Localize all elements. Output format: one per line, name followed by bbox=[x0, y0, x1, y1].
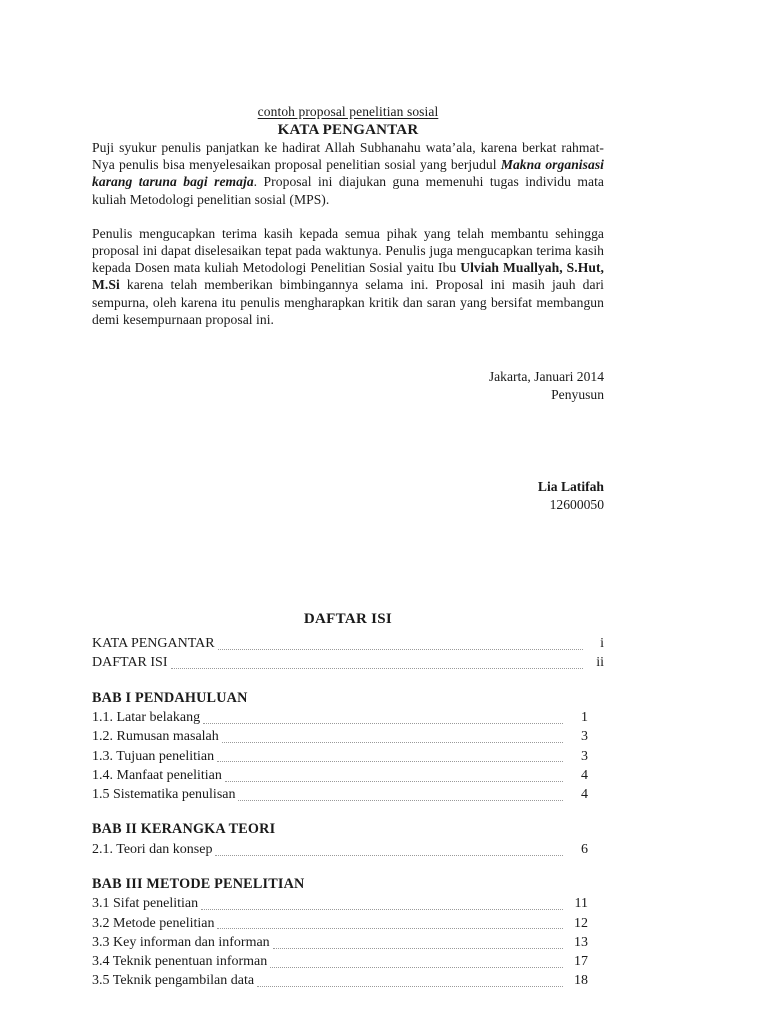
toc-dot-leader bbox=[217, 761, 563, 762]
toc-dot-leader bbox=[225, 781, 563, 782]
toc-entry-label: 3.1 Sifat penelitian bbox=[92, 896, 199, 912]
toc-entry[interactable] bbox=[92, 747, 604, 766]
toc-entry[interactable] bbox=[92, 653, 604, 672]
toc-spacer bbox=[92, 859, 604, 875]
signature-author-name: Lia Latifah bbox=[537, 479, 604, 495]
toc-dot-leader bbox=[257, 986, 563, 987]
signature-place-date: Jakarta, Januari 2014 bbox=[488, 369, 604, 385]
toc-dot-leader bbox=[222, 742, 563, 743]
toc-entry-label: 1.2. Rumusan masalah bbox=[92, 729, 219, 745]
toc-dot-leader bbox=[238, 800, 563, 801]
toc-entry[interactable] bbox=[92, 952, 604, 971]
toc-entry-page: 3 bbox=[581, 748, 588, 764]
signature-block bbox=[92, 368, 604, 404]
toc-entry[interactable] bbox=[92, 766, 604, 785]
document-content bbox=[92, 104, 604, 991]
preface-p1-text-after: . Proposal ini diajukan guna memenuhi tugas individu mata kuliah Metodologi penelitian sosial (MPS). bbox=[92, 174, 604, 207]
toc-entry-page: 1 bbox=[581, 709, 588, 725]
toc-entry-label: 3.4 Teknik penentuan informan bbox=[92, 954, 268, 970]
toc-entry-label: 3.5 Teknik pengambilan data bbox=[92, 973, 255, 989]
toc-dot-leader bbox=[217, 928, 563, 929]
toc-entry-label: 2.1. Teori dan konsep bbox=[92, 841, 213, 857]
toc-entry-page: 18 bbox=[574, 973, 588, 989]
toc-entry-label: DAFTAR ISI bbox=[92, 655, 168, 671]
preface-p2-text-before: Penulis mengucapkan terima kasih kepada semua pihak yang telah membantu sehingga proposal ini dapat diselesaikan tepat pada waktunya. Penulis juga mengucapkan terima kasih kepada Dosen mata kuliah Metodologi Penelitian Sosial yaitu Ibu bbox=[92, 225, 604, 276]
toc-chapter-heading: BAB III METODE PENELITIAN bbox=[92, 876, 305, 892]
toc-dot-leader bbox=[215, 855, 563, 856]
toc-entry[interactable] bbox=[92, 708, 604, 727]
toc-entry-label: 1.5 Sistematika penulisan bbox=[92, 787, 236, 803]
toc-entry-page: 13 bbox=[574, 934, 588, 950]
page-title: KATA PENGANTAR bbox=[277, 122, 419, 138]
proposal-title-emphasis: Makna organisasi karang taruna bagi remaja bbox=[92, 157, 604, 190]
toc-dot-leader bbox=[201, 909, 563, 910]
signature-role: Penyusun bbox=[551, 387, 604, 403]
toc-spacer bbox=[92, 804, 604, 820]
toc-entry-label: 1.4. Manfaat penelitian bbox=[92, 767, 222, 783]
toc-dot-leader bbox=[270, 967, 563, 968]
toc-entry-page: 3 bbox=[581, 729, 588, 745]
toc-title: DAFTAR ISI bbox=[303, 611, 393, 628]
toc-dot-leader bbox=[171, 668, 584, 669]
toc-spacer bbox=[92, 673, 604, 689]
toc-entry-label: 3.2 Metode penelitian bbox=[92, 915, 215, 931]
preface-paragraph-2 bbox=[92, 225, 604, 328]
toc-entry-page: i bbox=[600, 636, 604, 652]
toc-entry-label: 1.1. Latar belakang bbox=[92, 709, 201, 725]
toc-entry[interactable] bbox=[92, 634, 604, 653]
toc-entry[interactable] bbox=[92, 971, 604, 990]
toc-entry-page: 6 bbox=[581, 841, 588, 857]
signature-student-id: 12600050 bbox=[549, 497, 604, 513]
toc-entry[interactable] bbox=[92, 785, 604, 804]
lecturer-name-emphasis: Ulviah Muallyah, S.Hut, M.Si bbox=[92, 260, 604, 293]
toc-entry-page: 17 bbox=[574, 954, 588, 970]
toc-chapter-heading: BAB II KERANGKA TEORI bbox=[92, 821, 276, 838]
toc-entry[interactable] bbox=[92, 933, 604, 952]
toc-entry-label: 1.3. Tujuan penelitian bbox=[92, 748, 215, 764]
toc-dot-leader bbox=[273, 948, 563, 949]
preface-p1-text-before: Puji syukur penulis panjatkan ke hadirat Allah Subhanahu wata’ala, karena berkat rahmat-Nya penulis bisa menyelesaikan proposal penelitian sosial yang berjudul bbox=[92, 140, 604, 173]
toc-entry-page: 12 bbox=[574, 915, 588, 931]
toc-entry-page: 11 bbox=[574, 896, 588, 912]
toc-entry[interactable] bbox=[92, 727, 604, 746]
source-site-line bbox=[92, 104, 604, 120]
table-of-contents bbox=[92, 610, 604, 991]
preface-paragraph-1 bbox=[92, 139, 604, 208]
toc-entry-label: 3.3 Key informan dan informan bbox=[92, 934, 270, 950]
toc-entry-page: 4 bbox=[581, 787, 588, 803]
preface-p2-text-after: karena telah memberikan bimbingannya selama ini. Proposal ini masih jauh dari sempurna, oleh karena itu penulis mengharapkan kritik dan saran yang bersifat membangun demi kesempurnaan proposal ini. bbox=[92, 277, 604, 327]
toc-chapter-heading: BAB I PENDAHULUAN bbox=[92, 689, 248, 706]
toc-dot-leader bbox=[218, 649, 583, 650]
toc-dot-leader bbox=[203, 723, 563, 724]
source-site-text: contoh proposal penelitian sosial bbox=[257, 104, 439, 119]
toc-entry[interactable] bbox=[92, 914, 604, 933]
toc-entry-label: KATA PENGANTAR bbox=[92, 636, 215, 652]
toc-entry-page: 4 bbox=[581, 767, 588, 783]
toc-entry[interactable] bbox=[92, 840, 604, 859]
toc-entry[interactable] bbox=[92, 894, 604, 913]
toc-entry-page: ii bbox=[596, 655, 604, 671]
